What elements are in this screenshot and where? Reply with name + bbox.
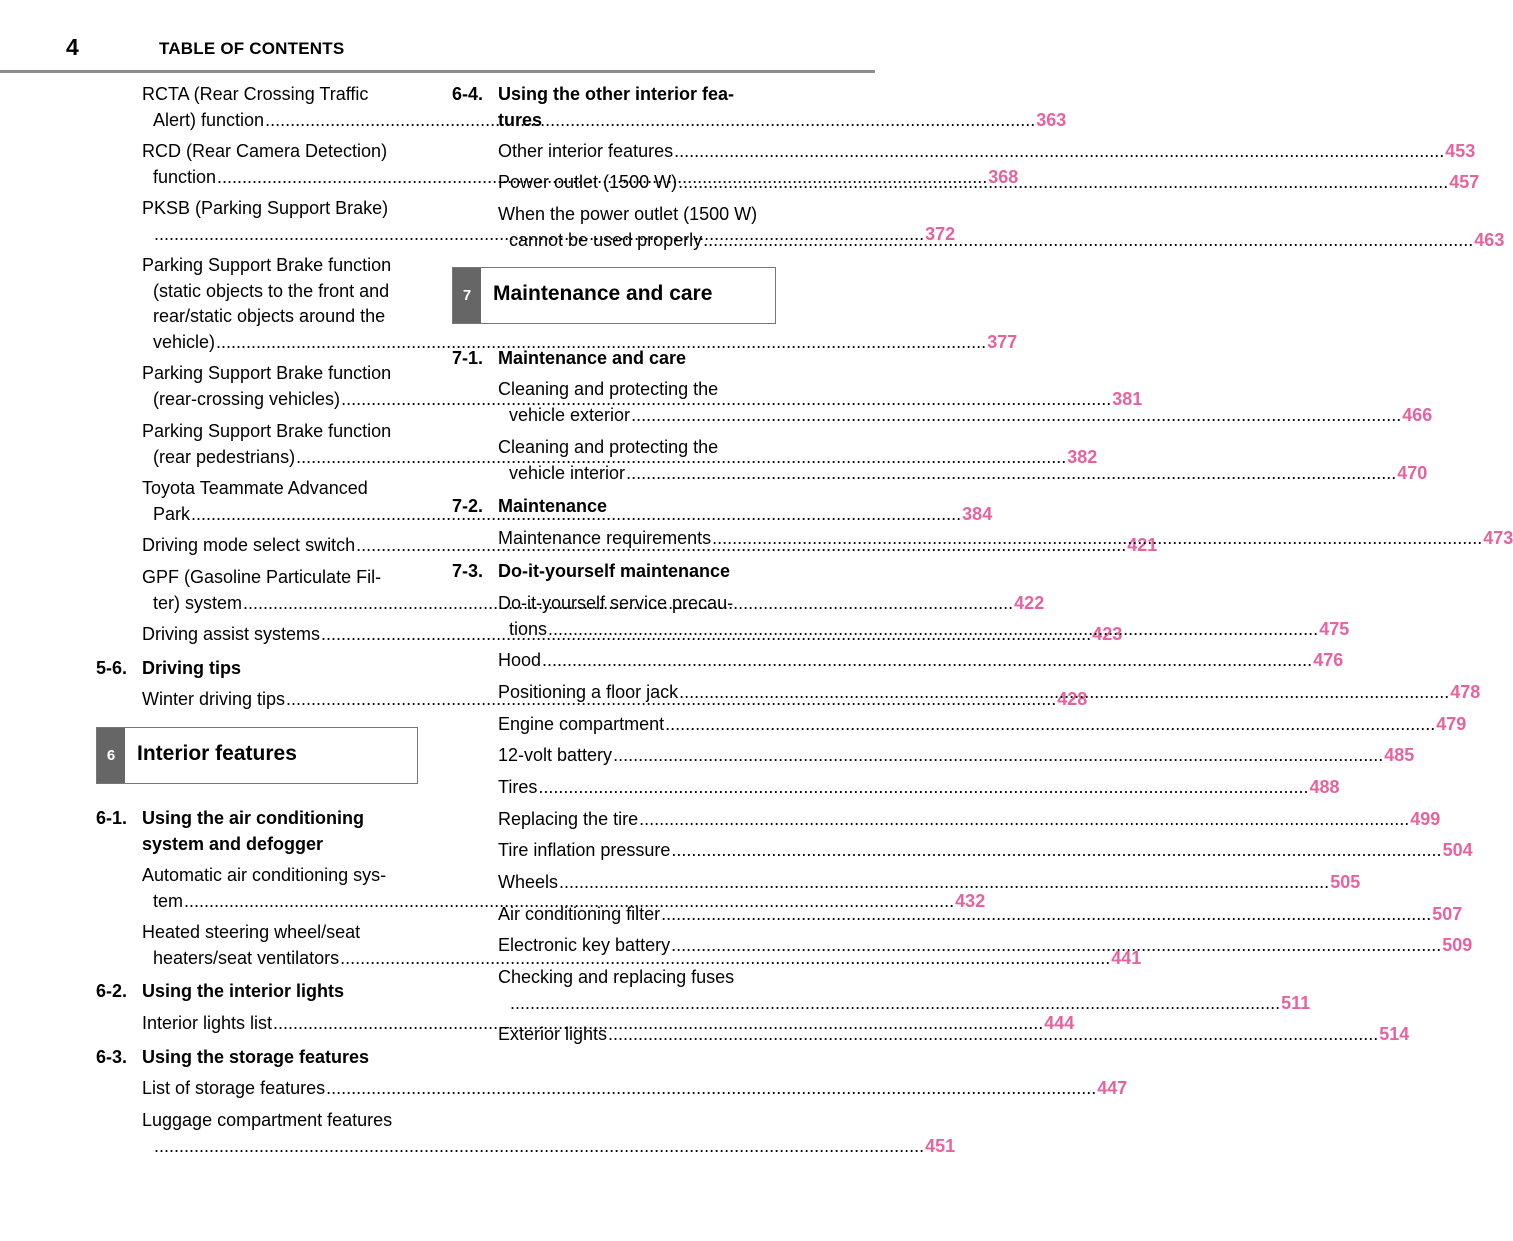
section-title: Maintenance <box>498 496 608 516</box>
dot-leader <box>678 172 1448 192</box>
chapter-banner[interactable] <box>452 267 776 324</box>
toc-entry-line: When the power outlet (1500 W) <box>498 204 758 224</box>
dot-leader <box>510 993 1280 1013</box>
toc-entry-text: heaters/seat ventilators <box>153 947 340 968</box>
dot-leader <box>326 1078 1096 1098</box>
toc-entry-text: 12-volt battery <box>498 745 613 765</box>
page-reference[interactable]: 514 <box>1379 1024 1410 1044</box>
toc-entry-line: Parking Support Brake function <box>142 255 392 275</box>
toc-entry-text: ter) system <box>153 592 243 613</box>
toc-entry[interactable] <box>498 807 1441 833</box>
section-number: 6-3. <box>96 1047 128 1067</box>
page-reference[interactable]: 476 <box>1313 650 1344 670</box>
page-reference[interactable]: 363 <box>1036 109 1067 130</box>
toc-entry-leader-line <box>142 946 1142 972</box>
toc-entry-text: Exterior lights <box>498 1024 608 1044</box>
toc-entry-line: Parking Support Brake function <box>142 421 392 441</box>
page-reference[interactable]: 457 <box>1449 172 1480 192</box>
section-title: Do-it-yourself maintenance <box>498 561 731 581</box>
toc-entry-text: Driving mode select switch <box>142 535 356 555</box>
toc-entry-line: RCTA (Rear Crossing Traffic <box>142 84 369 104</box>
dot-leader <box>639 809 1409 829</box>
toc-entry-text: Other interior features <box>498 141 674 161</box>
section-number: 7-1. <box>452 348 484 368</box>
page-reference[interactable]: 421 <box>1127 535 1158 555</box>
section-title: Maintenance and care <box>498 348 687 368</box>
dot-leader <box>559 872 1329 892</box>
page-reference[interactable]: 384 <box>962 503 993 524</box>
section-heading[interactable] <box>96 656 418 682</box>
page-reference[interactable]: 428 <box>1057 689 1088 709</box>
toc-entry-text: List of storage features <box>142 1078 326 1098</box>
toc-entry-line: Cleaning and protecting the <box>498 379 719 399</box>
dot-leader <box>703 230 1473 250</box>
dot-leader <box>674 141 1444 161</box>
page-reference[interactable]: 511 <box>1281 992 1311 1013</box>
chapter-title: Maintenance and care <box>493 282 713 305</box>
toc-entry-text: tions <box>509 618 548 639</box>
toc-entry-line: RCD (Rear Camera Detection) <box>142 141 388 161</box>
dot-leader <box>631 405 1401 425</box>
page-reference[interactable]: 473 <box>1483 528 1513 548</box>
dot-leader <box>671 840 1441 860</box>
section-number: 6-1. <box>96 808 128 828</box>
dot-leader <box>712 528 1482 548</box>
page-reference[interactable]: 444 <box>1044 1013 1075 1033</box>
page-reference[interactable]: 478 <box>1450 682 1481 702</box>
toc-entry-text: cannot be used properly <box>509 229 703 250</box>
page-reference[interactable]: 475 <box>1319 618 1350 639</box>
dot-leader <box>661 904 1431 924</box>
toc-entry-leader-line <box>498 870 1361 896</box>
dot-leader <box>538 777 1308 797</box>
page-reference[interactable]: 463 <box>1474 229 1505 250</box>
toc-entry[interactable] <box>498 775 1340 801</box>
toc-entry-line: Parking Support Brake function <box>142 363 392 383</box>
toc-entry-line: Toyota Teammate Advanced <box>142 478 368 498</box>
section-number: 6-2. <box>96 981 128 1001</box>
toc-entry-text: Air conditioning filter <box>498 904 661 924</box>
toc-entry[interactable] <box>498 870 1361 896</box>
section-heading[interactable] <box>452 82 776 133</box>
toc-entry-text: function <box>153 166 217 187</box>
toc-entry-text: Tires <box>498 777 538 797</box>
toc-entry-line: Heated steering wheel/seat <box>142 922 361 942</box>
toc-entry-text: Positioning a floor jack <box>498 682 679 702</box>
toc-entry-leader-line <box>498 902 1463 928</box>
toc-entry-text: (rear-crossing vehicles) <box>153 388 341 409</box>
chapter-banner[interactable] <box>96 727 418 784</box>
toc-entry-text: (rear pedestrians) <box>153 446 296 467</box>
toc-entry-leader-line <box>498 807 1441 833</box>
toc-entry-leader-line <box>498 991 1311 1017</box>
toc-entry-leader-line <box>498 775 1340 801</box>
section-number: 7-2. <box>452 496 484 516</box>
page-title: TABLE OF CONTENTS <box>159 39 345 58</box>
section-title: Using the storage features <box>142 1047 370 1067</box>
section-title-line: Using the other interior fea- <box>498 84 735 104</box>
toc-entry-line: (static objects to the front and <box>153 280 390 301</box>
toc-entry-text: Replacing the tire <box>498 809 639 829</box>
dot-leader <box>671 935 1441 955</box>
chapter-title: Interior features <box>137 742 297 765</box>
toc-entry-leader-line <box>498 712 1467 738</box>
section-heading[interactable] <box>96 979 418 1005</box>
dot-leader <box>679 682 1449 702</box>
section-heading[interactable] <box>452 494 776 520</box>
toc-entry-text: Alert) function <box>153 109 265 130</box>
page-reference[interactable]: 505 <box>1330 872 1361 892</box>
page-reference[interactable]: 488 <box>1309 777 1340 797</box>
dot-leader <box>542 650 1312 670</box>
toc-entry-line: Checking and replacing fuses <box>498 967 735 987</box>
page-reference[interactable]: 507 <box>1432 904 1463 924</box>
dot-leader <box>613 745 1383 765</box>
toc-entry-text: vehicle exterior <box>509 404 631 425</box>
toc-entry-text: Hood <box>498 650 542 670</box>
toc-entry-leader-line <box>498 743 1415 769</box>
page-reference[interactable]: 504 <box>1442 840 1473 860</box>
toc-entry-text: Engine compartment <box>498 714 665 734</box>
toc-entry[interactable] <box>498 139 1476 165</box>
page-reference[interactable]: 470 <box>1397 462 1428 483</box>
toc-entry-leader-line <box>498 403 1433 429</box>
toc-entry-line: GPF (Gasoline Particulate Fil- <box>142 567 382 587</box>
page-reference[interactable]: 499 <box>1410 809 1441 829</box>
page-reference[interactable]: 368 <box>988 166 1019 187</box>
page-reference[interactable]: 441 <box>1111 947 1142 968</box>
toc-entry[interactable] <box>142 1076 1128 1102</box>
page-reference[interactable]: 447 <box>1097 1078 1128 1098</box>
toc-entry[interactable] <box>498 743 1415 769</box>
page-reference[interactable]: 453 <box>1445 141 1476 161</box>
page-reference[interactable]: 509 <box>1442 935 1473 955</box>
toc-entry-text: Maintenance requirements <box>498 528 712 548</box>
page-reference[interactable]: 479 <box>1436 714 1467 734</box>
section-title-line: tures <box>498 109 543 130</box>
header-rule <box>0 70 875 73</box>
toc-entry[interactable] <box>498 648 1344 674</box>
chapter-number: 6 <box>97 728 125 783</box>
toc-entry-text: Electronic key battery <box>498 935 671 955</box>
toc-entry-text: Winter driving tips <box>142 689 286 709</box>
section-heading[interactable] <box>96 1045 418 1071</box>
section-title-line: system and defogger <box>142 833 324 854</box>
section-title: Driving tips <box>142 658 242 678</box>
toc-entry-text: Power outlet (1500 W) <box>498 172 678 192</box>
section-heading[interactable] <box>96 806 418 857</box>
dot-leader <box>665 714 1435 734</box>
dot-leader <box>608 1024 1378 1044</box>
section-number: 6-4. <box>452 84 484 104</box>
page-reference[interactable]: 372 <box>925 223 956 244</box>
toc-entry-line: Luggage compartment features <box>142 1110 393 1130</box>
toc-entry[interactable] <box>498 838 1473 864</box>
page-reference[interactable]: 422 <box>1014 592 1045 613</box>
toc-entry[interactable] <box>498 902 1463 928</box>
toc-entry-leader-line <box>142 1134 956 1160</box>
page-reference[interactable]: 466 <box>1402 404 1433 425</box>
section-heading[interactable] <box>452 559 776 585</box>
toc-entry-text: vehicle interior <box>509 462 626 483</box>
page-reference[interactable]: 382 <box>1067 446 1098 467</box>
toc-entry-leader-line <box>142 1076 1128 1102</box>
section-title-line: Using the air conditioning <box>142 808 364 828</box>
toc-entry-text: Driving assist systems <box>142 624 321 644</box>
page-reference[interactable]: 377 <box>987 331 1018 352</box>
toc-entry-text: Wheels <box>498 872 559 892</box>
toc-entry-leader-line <box>142 330 1018 356</box>
toc-entry-line: Do-it-yourself service precau- <box>498 593 734 613</box>
toc-entry[interactable] <box>498 712 1467 738</box>
toc-entry[interactable] <box>142 1108 956 1159</box>
chapter-number: 7 <box>453 268 481 323</box>
page-reference[interactable]: 432 <box>955 890 986 911</box>
toc-entry-text: vehicle) <box>153 331 216 352</box>
dot-leader <box>626 463 1396 483</box>
dot-leader <box>548 619 1318 639</box>
toc-entry-leader-line <box>498 838 1473 864</box>
toc-entry-leader-line <box>498 648 1344 674</box>
toc-entry-text: Tire inflation pressure <box>498 840 671 860</box>
page-reference[interactable]: 451 <box>925 1135 956 1156</box>
page-reference[interactable]: 423 <box>1092 624 1123 644</box>
page-reference[interactable]: 485 <box>1384 745 1415 765</box>
toc-entry-line: rear/static objects around the <box>153 306 386 326</box>
toc-entry-leader-line <box>498 461 1428 487</box>
section-title: Using the interior lights <box>142 981 345 1001</box>
toc-entry-text: Park <box>153 503 191 524</box>
section-heading[interactable] <box>452 346 776 372</box>
toc-entry-text: tem <box>153 890 184 911</box>
section-number: 7-3. <box>452 561 484 581</box>
toc-entry-leader-line <box>498 139 1476 165</box>
page-number: 4 <box>66 34 79 60</box>
toc-entry-line: Cleaning and protecting the <box>498 437 719 457</box>
page-reference[interactable]: 381 <box>1112 388 1143 409</box>
dot-leader <box>154 1136 924 1156</box>
section-number: 5-6. <box>96 658 128 678</box>
toc-entry[interactable] <box>498 965 1311 1016</box>
toc-entry-line: Automatic air conditioning sys- <box>142 865 387 885</box>
toc-entry-line: PKSB (Parking Support Brake) <box>142 198 389 218</box>
toc-entry-text: Interior lights list <box>142 1013 273 1033</box>
